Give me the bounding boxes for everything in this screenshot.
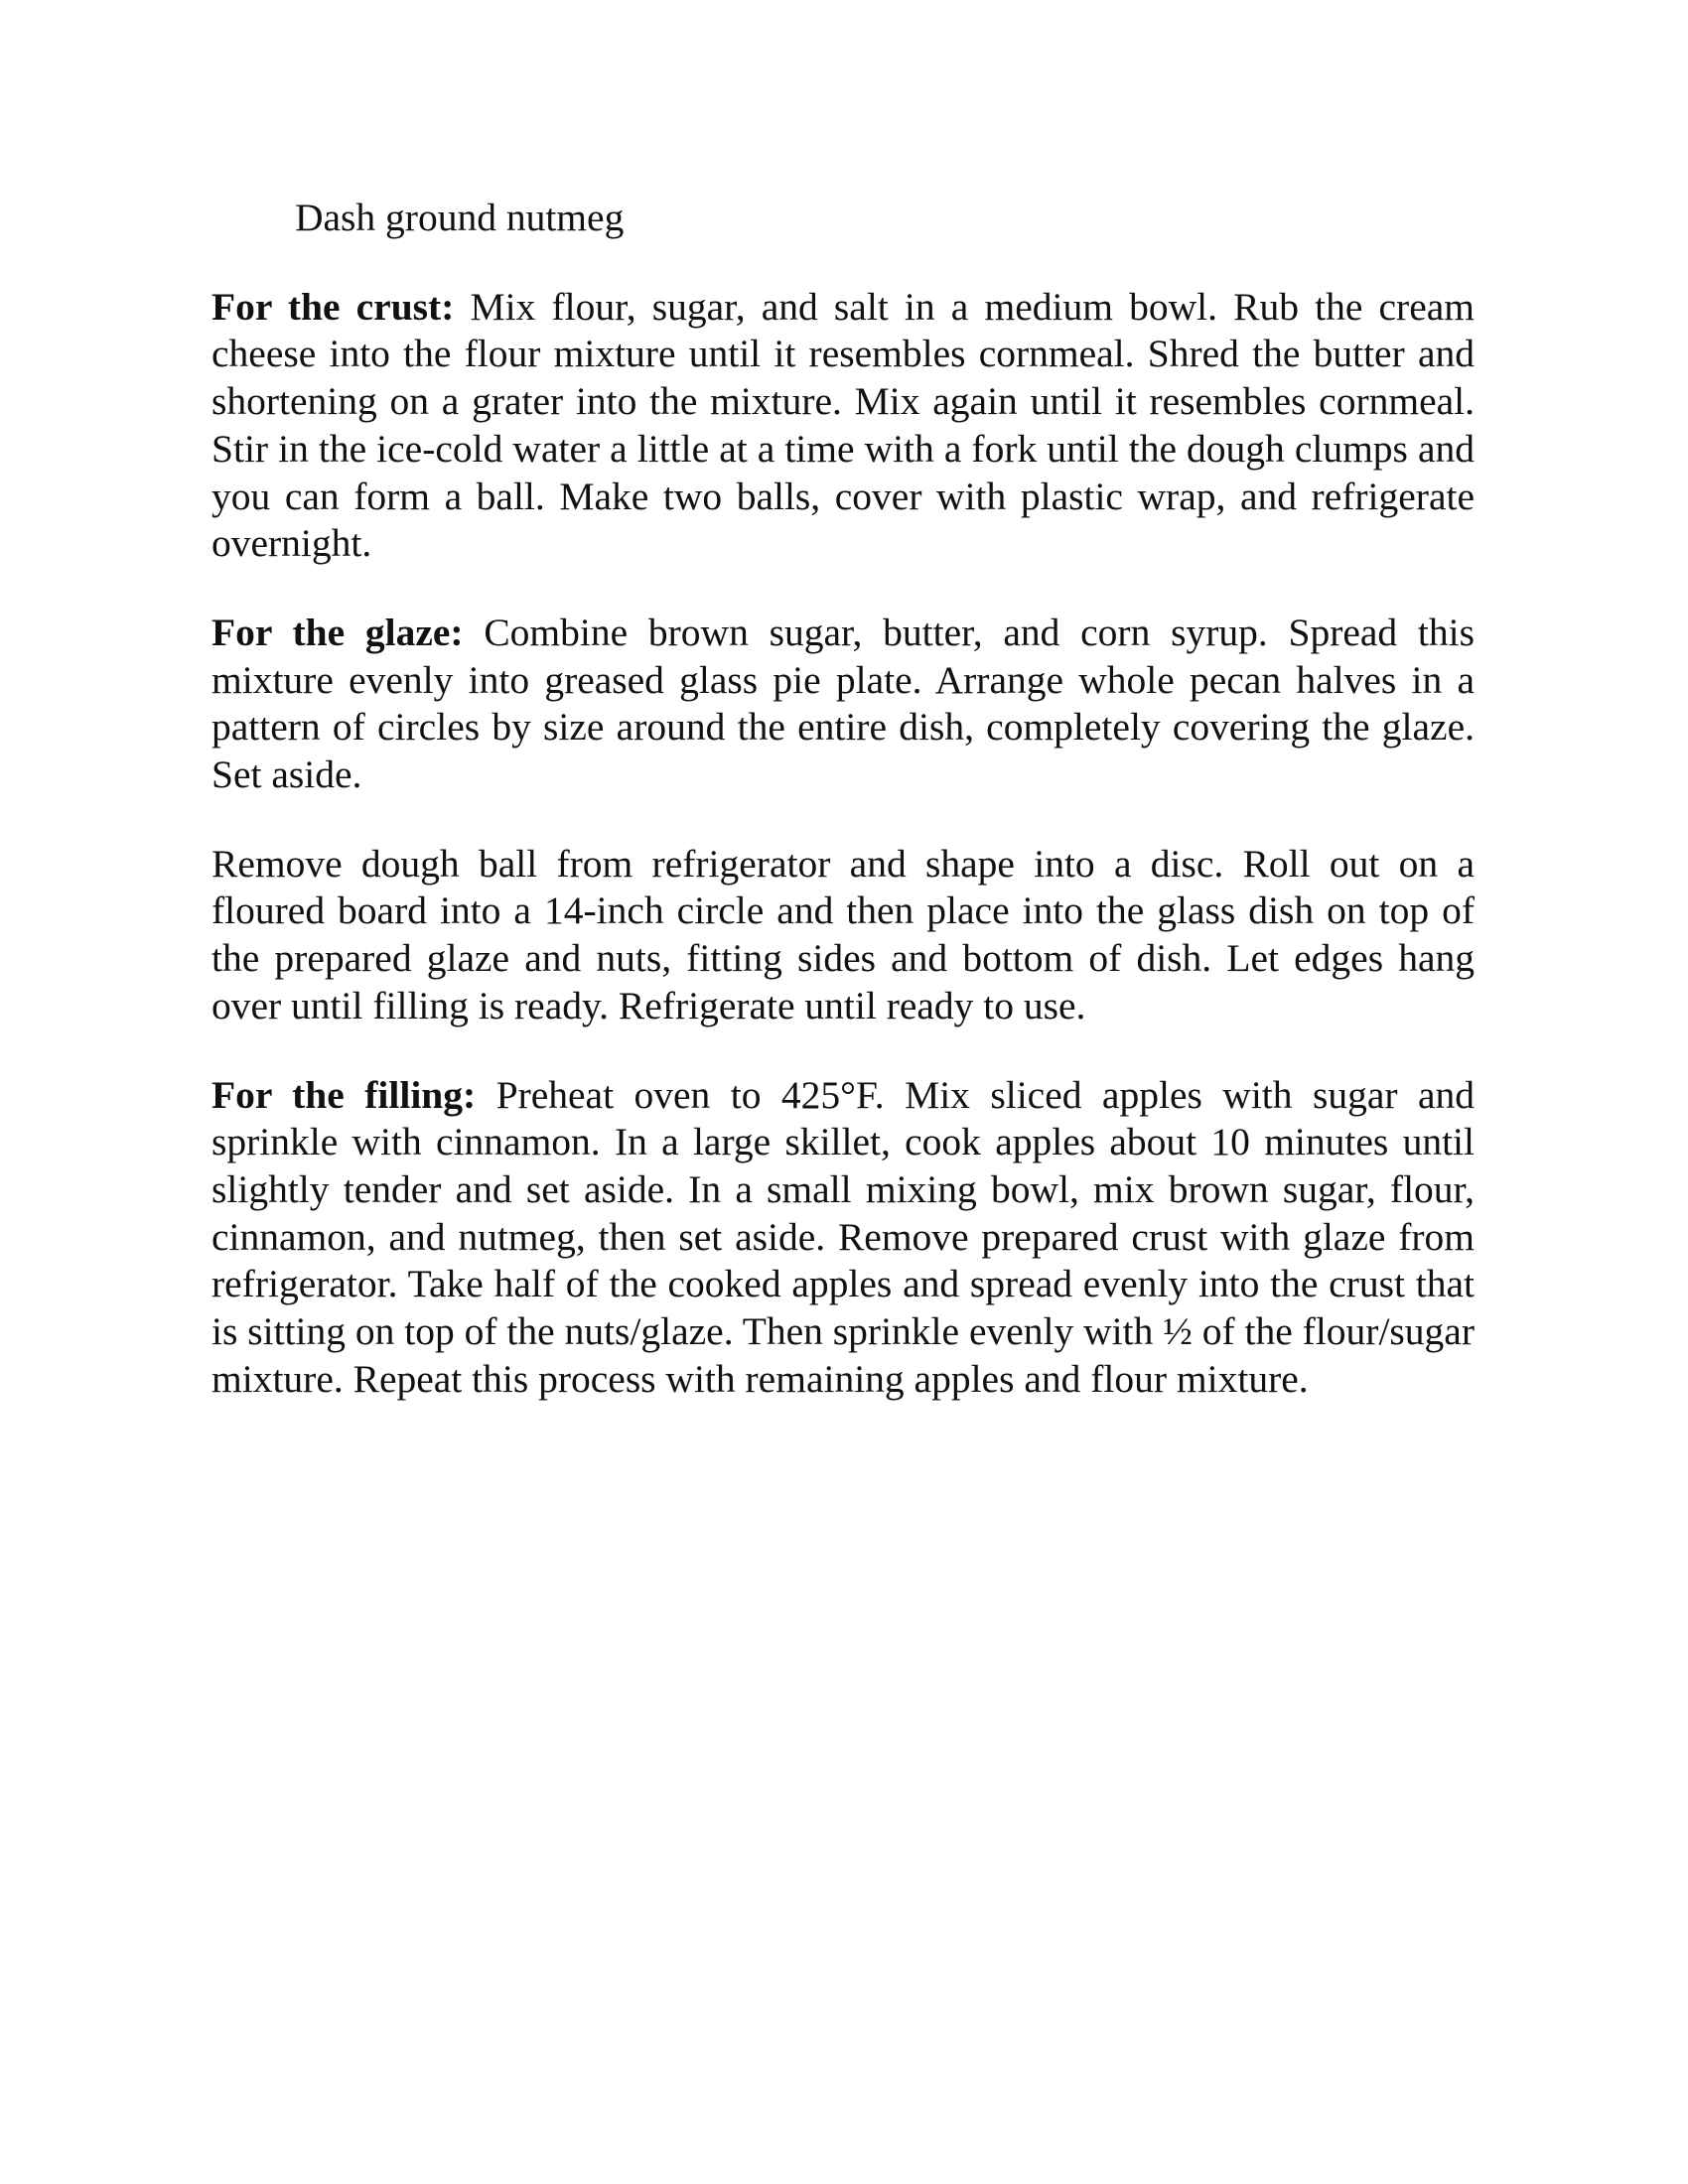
heading-filling: For the filling: (211, 1072, 477, 1117)
heading-crust: For the crust: (211, 284, 455, 329)
text-glaze: Combine brown sugar, butter, and corn syrup. Spread this mixture evenly into greased glass pie plate. Arrange whole pecan halves in a pattern of circles by size around the entire dish, completely covering the glaze. Set aside. (211, 610, 1475, 797)
text-crust: Mix flour, sugar, and salt in a medium bowl. Rub the cream cheese into the flour mixture until it resembles cornmeal. Shred the butter and shortening on a grater into the mixture. Mix again until it resembles cornmeal. Stir in the ice-cold water a little at a time with a fork until the dough clumps and you can form a ball. Make two balls, cover with plastic wrap, and refrigerate overnight. (211, 284, 1476, 566)
text-dough: Remove dough ball from refrigerator and shape into a disc. Roll out on a floured board into a 14-inch circle and then place into the glass dish on top of the prepared glaze and nuts, fitting sides and bottom of dish. Let edges hang over until filling is ready. Refrigerate until ready to use. (211, 841, 1475, 1027)
paragraph-dough (211, 841, 1475, 1030)
paragraph-glaze (211, 610, 1475, 799)
ingredient-nutmeg: Dash ground nutmeg (295, 196, 625, 239)
recipe-body (211, 195, 1475, 1444)
paragraph-crust (211, 284, 1475, 568)
paragraph-filling (211, 1072, 1475, 1404)
text-filling: Preheat oven to 425°F. Mix sliced apples with sugar and sprinkle with cinnamon. In a large skillet, cook apples about 10 minutes until slightly tender and set aside. In a small mixing bowl, mix brown sugar, flour, cinnamon, and nutmeg, then set aside. Remove prepared crust with glaze from refrigerator. Take half of the cooked apples and spread evenly into the crust that is sitting on top of the nuts/glaze. Then sprinkle evenly with ½ of the flour/sugar mixture. Repeat this process with remaining apples and flour mixture. (211, 1072, 1475, 1401)
heading-glaze: For the glaze: (211, 610, 464, 654)
